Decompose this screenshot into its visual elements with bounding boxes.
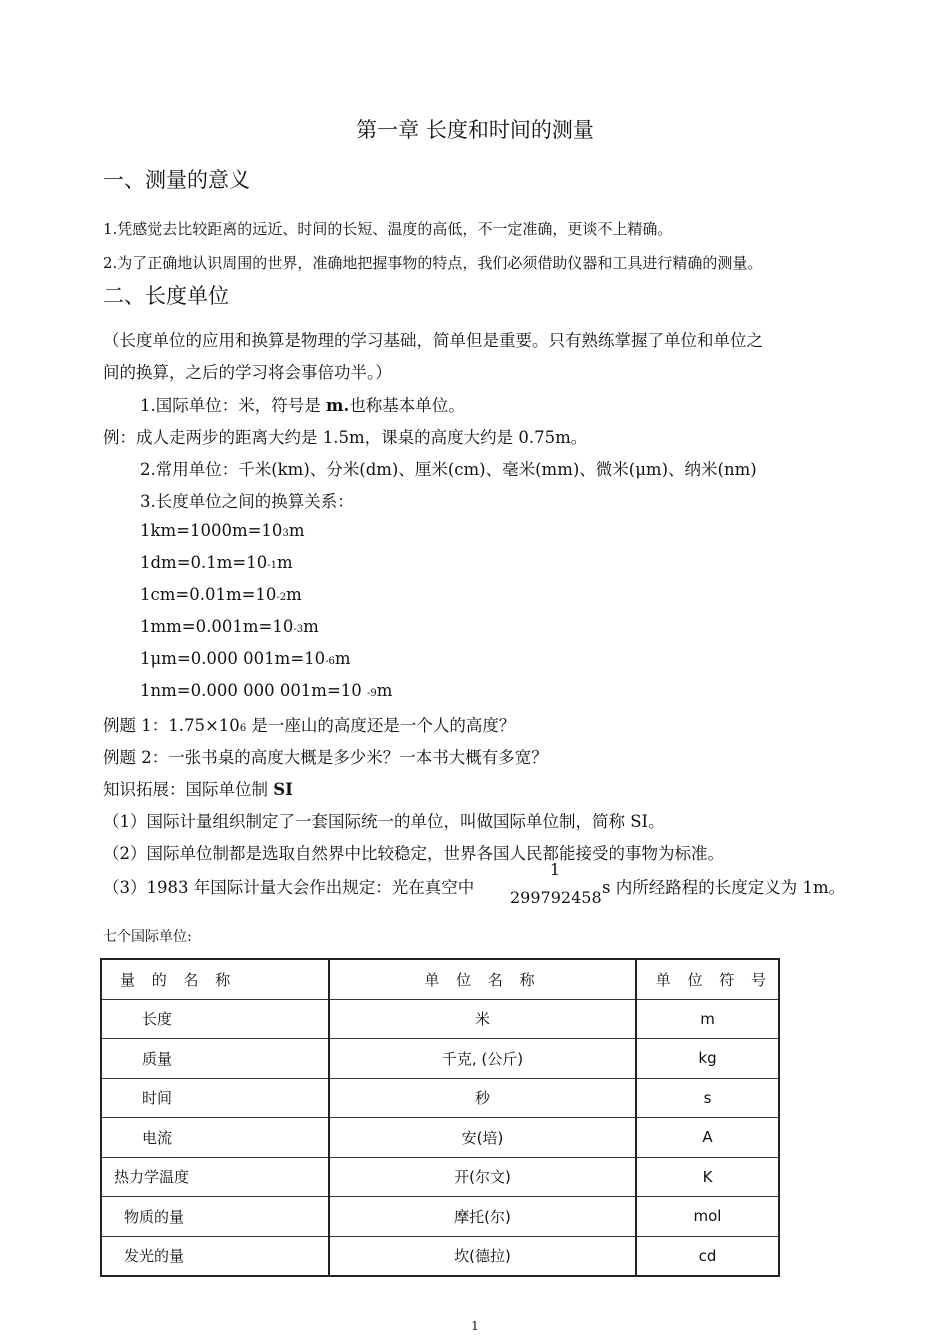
section-heading-2: 二、长度单位 — [103, 284, 229, 308]
table-cell-unit: 开(尔文) — [329, 1157, 636, 1197]
table-cell-symbol: cd — [636, 1236, 779, 1276]
table-cell-unit: 米 — [329, 999, 636, 1039]
fraction-denominator: 299792458 — [510, 888, 602, 907]
fraction-numerator: 1 — [549, 860, 561, 879]
conversion-unit: m — [288, 521, 305, 540]
table-row — [101, 1039, 779, 1079]
header-quantity: 量 的 名 称 — [101, 959, 329, 999]
conversion-line — [140, 553, 293, 572]
conversion-text: 1dm=0.1m=10 — [140, 553, 268, 572]
units-caption: 七个国际单位: — [103, 929, 192, 945]
example-question-1 — [103, 712, 515, 736]
example-question-2: 例题 2：一张书桌的高度大概是多少米？一本书大概有多宽？ — [103, 748, 548, 767]
conversion-exponent: -9 — [367, 688, 377, 699]
si-unit-symbol: m. — [326, 396, 350, 415]
extension-item-1: （1）国际计量组织制定了一套国际统一的单位，叫做国际单位制，简称 SI。 — [103, 812, 665, 831]
table-cell-quantity: 时间 — [101, 1078, 329, 1118]
extension-item-3-post: s 内所经路程的长度定义为 1m。 — [602, 878, 846, 897]
q1-post: 是一座山的高度还是一个人的高度？ — [246, 716, 516, 735]
example-line: 例：成人走两步的距离大约是 1.5m，课桌的高度大约是 0.75m。 — [103, 428, 588, 447]
intro-line-1: （长度单位的应用和换算是物理的学习基础，简单但是重要。只有熟练掌握了单位和单位之 — [103, 331, 763, 350]
table-cell-quantity: 物质的量 — [101, 1197, 329, 1237]
table-header-row — [101, 959, 779, 999]
header-unit-symbol: 单 位 符 号 — [636, 959, 779, 999]
q1-exponent: 6 — [239, 723, 247, 734]
table-cell-quantity: 长度 — [101, 999, 329, 1039]
table-row — [101, 1078, 779, 1118]
table-row — [101, 1157, 779, 1197]
fraction — [510, 860, 600, 907]
page-title: 第一章 长度和时间的测量 — [356, 118, 594, 142]
header-unit-name: 单 位 名 称 — [329, 959, 636, 999]
table-cell-symbol: K — [636, 1157, 779, 1197]
intro-line-2: 间的换算，之后的学习将会事倍功半。） — [103, 363, 392, 382]
conversion-text: 1km=1000m=10 — [140, 521, 283, 540]
table-cell-unit: 千克, (公斤) — [329, 1039, 636, 1079]
conversion-unit: m — [303, 617, 319, 636]
page-number: 1 — [471, 1319, 479, 1333]
conversion-line — [140, 681, 392, 700]
table-cell-symbol: s — [636, 1078, 779, 1118]
table-cell-symbol: A — [636, 1118, 779, 1158]
table-cell-quantity: 发光的量 — [101, 1236, 329, 1276]
common-units-line: 2.常用单位：千米(km)、分米(dm)、厘米(cm)、毫米(mm)、微米(μm)、纳米(nm) — [140, 460, 757, 479]
conversion-exponent: -6 — [325, 656, 335, 667]
table-cell-unit: 坎(德拉) — [329, 1236, 636, 1276]
conversion-exponent: -3 — [293, 624, 304, 635]
conversion-text: 1nm=0.000 000 001m=10 — [140, 681, 368, 700]
conversion-text: 1μm=0.000 001m=10 — [140, 649, 326, 668]
conversion-title: 3.长度单位之间的换算关系： — [140, 492, 354, 511]
conversion-text: 1mm=0.001m=10 — [140, 617, 294, 636]
conversion-line — [140, 585, 302, 604]
si-unit-post: 也称基本单位。 — [349, 396, 465, 415]
conversion-exponent: -2 — [276, 592, 287, 603]
conversion-unit: m — [334, 649, 351, 668]
si-unit-pre: 1.国际单位：米，符号是 — [140, 396, 326, 415]
conversion-line — [140, 649, 351, 668]
table-cell-symbol: kg — [636, 1039, 779, 1079]
extension-heading — [103, 776, 293, 800]
extension-item-2: （2）国际单位制都是选取自然界中比较稳定，世界各国人民都能接受的事物为标准。 — [103, 844, 724, 863]
table-cell-quantity: 质量 — [101, 1039, 329, 1079]
table-row — [101, 1197, 779, 1237]
table-row — [101, 1236, 779, 1276]
extension-item-3-pre: （3）1983 年国际计量大会作出规定：光在真空中 — [103, 878, 475, 897]
table-cell-quantity: 热力学温度 — [101, 1157, 329, 1197]
extension-si: SI — [273, 780, 293, 799]
conversion-unit: m — [277, 553, 293, 572]
table-row — [101, 1118, 779, 1158]
table-cell-unit: 安(培) — [329, 1118, 636, 1158]
table-cell-quantity: 电流 — [101, 1118, 329, 1158]
si-unit-line — [140, 392, 465, 416]
conversion-exponent: 3 — [282, 528, 289, 539]
conversion-exponent: -1 — [267, 560, 277, 571]
section-heading-1: 一、测量的意义 — [103, 168, 250, 192]
table-cell-unit: 秒 — [329, 1078, 636, 1118]
conversion-unit: m — [286, 585, 302, 604]
q1-pre: 例题 1：1.75×10 — [103, 716, 240, 735]
table-cell-unit: 摩托(尔) — [329, 1197, 636, 1237]
paragraph-1: 1.凭感觉去比较距离的远近、时间的长短、温度的高低，不一定准确，更谈不上精确。 — [103, 220, 673, 238]
si-units-table — [100, 958, 780, 1277]
conversion-line — [140, 521, 304, 540]
paragraph-2: 2.为了正确地认识周围的世界，准确地把握事物的特点，我们必须借助仪器和工具进行精确的测量。 — [103, 254, 763, 272]
table-cell-symbol: m — [636, 999, 779, 1039]
conversion-text: 1cm=0.01m=10 — [140, 585, 277, 604]
conversion-line — [140, 617, 319, 636]
table-row — [101, 999, 779, 1039]
conversion-unit: m — [376, 681, 393, 700]
table-cell-symbol: mol — [636, 1197, 779, 1237]
extension-pre: 知识拓展：国际单位制 — [103, 780, 274, 799]
